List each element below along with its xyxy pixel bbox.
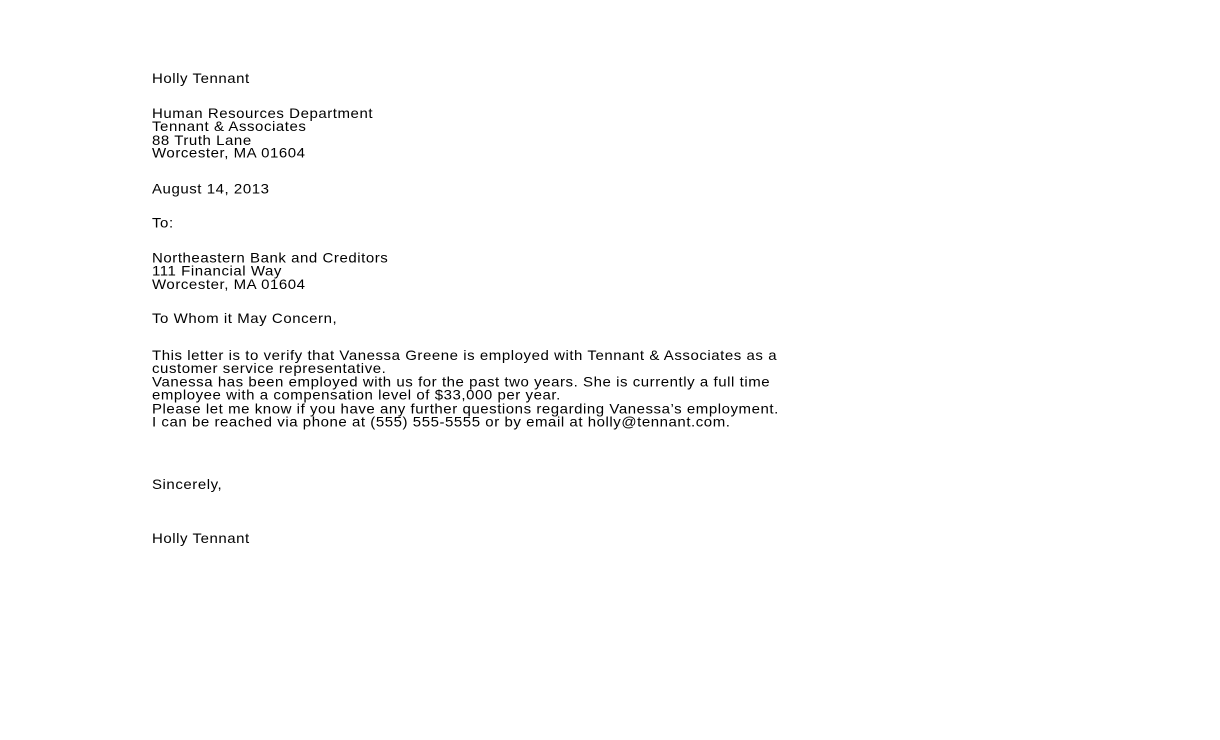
date-block: [152, 183, 1112, 196]
letter-body: [152, 349, 1112, 429]
body-line: This letter is to verify that Vanessa Greene is employed with Tennant & Associates as a: [152, 347, 778, 364]
recipient-street: 111 Financial Way: [152, 263, 282, 280]
body-line: Please let me know if you have any further questions regarding Vanessa’s employment.: [152, 400, 779, 417]
closing-block: [152, 478, 1112, 491]
body-line: I can be reached via phone at (555) 555-5555 or by email at holly@tennant.com.: [152, 414, 731, 430]
sender-department: Human Resources Department: [152, 105, 374, 122]
sender-name: Holly Tennant: [152, 71, 250, 87]
sender-name-block: [152, 73, 1112, 86]
body-line: employee with a compensation level of $33,000 per year.: [152, 387, 561, 404]
closing: Sincerely,: [152, 476, 223, 493]
sender-city-state-zip: Worcester, MA 01604: [152, 145, 306, 162]
signature-block: [152, 533, 1112, 546]
signature-name: Holly Tennant: [152, 531, 250, 547]
to-label: To:: [152, 215, 174, 232]
salutation: To Whom it May Concern,: [152, 311, 338, 327]
body-line: Vanessa has been employed with us for the past two years. She is currently a full time: [152, 374, 771, 390]
salutation-block: [152, 313, 1112, 326]
employment-verification-letter: [152, 73, 1112, 546]
letter-date: August 14, 2013: [152, 181, 270, 197]
body-line: customer service representative.: [152, 360, 387, 377]
sender-company: Tennant & Associates: [152, 119, 307, 135]
to-block: [152, 217, 1112, 230]
sender-address-block: [152, 105, 1112, 162]
sender-street: 88 Truth Lane: [152, 132, 252, 148]
recipient-address-block: [152, 252, 1112, 292]
recipient-city-state-zip: Worcester, MA 01604: [152, 276, 306, 293]
recipient-name: Northeastern Bank and Creditors: [152, 250, 389, 266]
